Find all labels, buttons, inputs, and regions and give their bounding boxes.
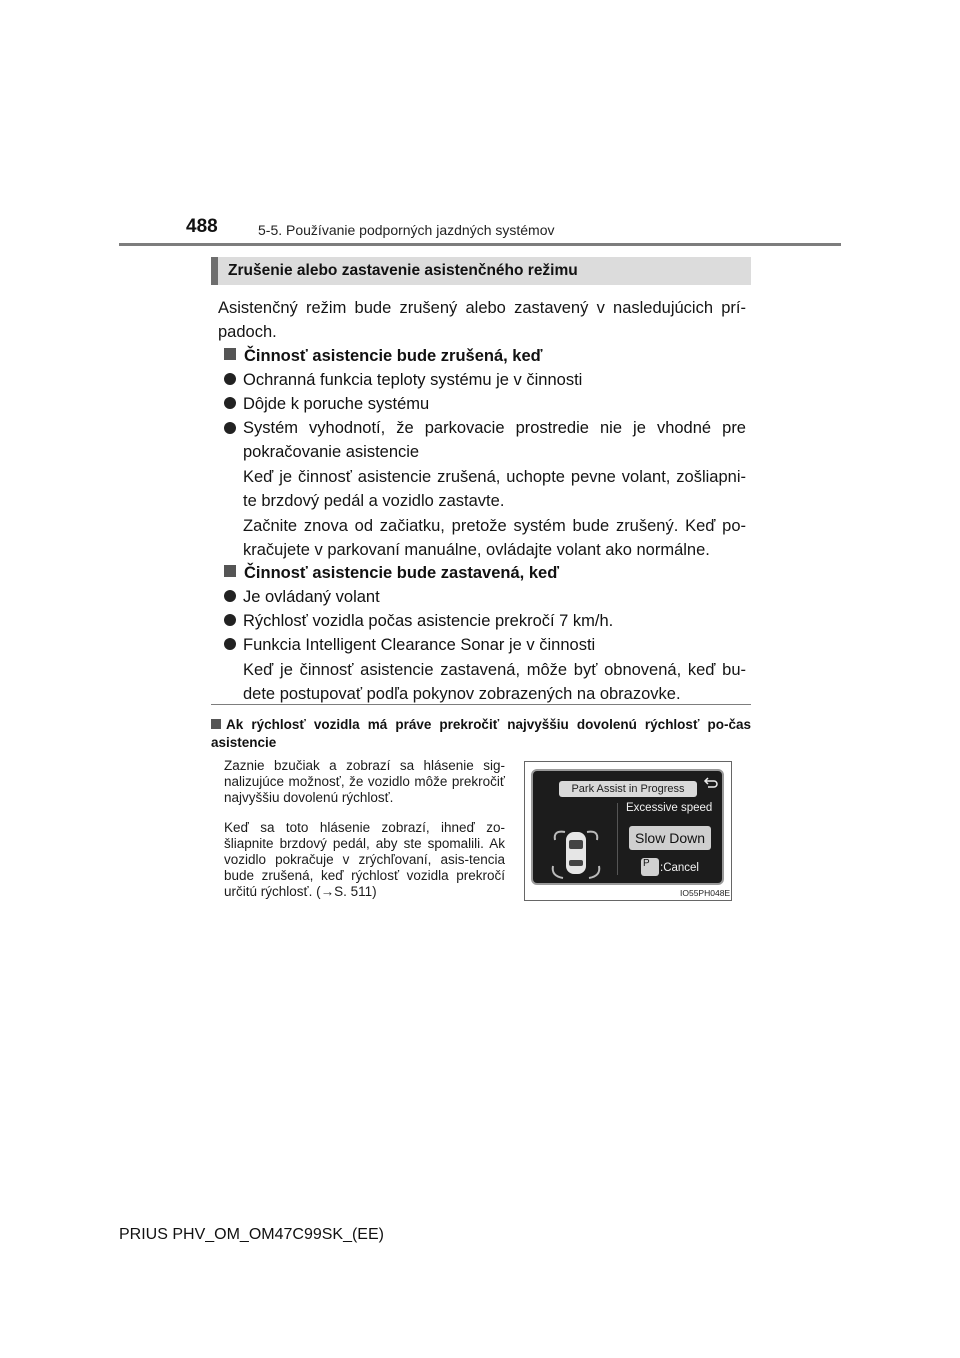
- header-rule: [119, 243, 841, 246]
- slow-down-button[interactable]: Slow Down: [629, 826, 711, 850]
- screen-message: Excessive speed: [626, 802, 713, 814]
- square-bullet-icon: [224, 348, 236, 360]
- list-item: [224, 633, 746, 657]
- chapter-title: 5-5. Používanie podporných jazdných systémov: [258, 222, 555, 238]
- group-heading-cancel: [224, 344, 543, 368]
- list-item: [224, 416, 746, 464]
- paragraph: Keď je činnosť asistencie zrušená, uchopte pevne volant, zošliapni-te brzdový pedál a vozidlo zastavte.: [243, 468, 746, 510]
- intro-paragraph: Asistenčný režim bude zrušený alebo zastavený v nasledujúcich prí-padoch.: [218, 299, 746, 341]
- group-heading-text: Činnosť asistencie bude zastavená, keď: [244, 564, 560, 582]
- square-bullet-icon: [224, 565, 236, 577]
- screen-divider: [617, 803, 618, 875]
- note-heading: [211, 716, 751, 752]
- list-item: [224, 392, 746, 416]
- list-item: [224, 585, 746, 609]
- section-title: Zrušenie alebo zastavenie asistenčného režimu: [211, 257, 751, 285]
- bullet-dot-icon: [224, 590, 236, 602]
- list-item-text: Dôjde k poruche systému: [243, 395, 430, 413]
- cancel-label: :Cancel: [660, 862, 699, 874]
- note-heading-text: Ak rýchlosť vozidla má práve prekročiť najvyššiu dovolenú rýchlosť po-čas asistencie: [211, 717, 751, 750]
- paragraph: Keď je činnosť asistencie zastavená, môže byť obnovená, keď bu-dete postupovať podľa pokynov zobrazených na obrazovke.: [243, 661, 746, 703]
- footer-model: PRIUS PHV_OM_OM47C99SK_(EE): [119, 1226, 384, 1243]
- paragraph: Začnite znova od začiatku, pretože systém bude zrušený. Keď po-kračujete v parkovaní manuálne, ovládajte volant ako normálne.: [243, 517, 746, 559]
- bullet-dot-icon: [224, 397, 236, 409]
- p-label: P: [643, 858, 650, 869]
- square-bullet-icon: [211, 719, 221, 729]
- park-assist-switch-icon: [641, 858, 659, 876]
- note-paragraph: Keď sa toto hlásenie zobrazí, ihneď zo-šliapnite brzdový pedál, aby ste spomalili. Ak vozidlo pokračuje v zrýchľovaní, asis-tencia bude zrušená, keď rýchlosť vozidla prekročí určitú rýchlosť. (→S. 511): [224, 820, 505, 899]
- note-paragraph: Zaznie bzučiak a zobrazí sa hlásenie sig-nalizujúce možnosť, že vozidlo môže prekročiť najvyššiu dovolenú rýchlosť.: [224, 758, 505, 805]
- figure-code: IO55PH048E: [680, 888, 731, 898]
- car-top-view-icon: [547, 826, 605, 880]
- list-item-text: Systém vyhodnotí, že parkovacie prostredie nie je vhodné pre pokračovanie asistencie: [243, 419, 746, 461]
- list-item-text: Rýchlosť vozidla počas asistencie prekročí 7 km/h.: [243, 612, 614, 630]
- bullet-dot-icon: [224, 638, 236, 650]
- list-item: [224, 368, 746, 392]
- bullet-dot-icon: [224, 373, 236, 385]
- note-rule: [211, 704, 751, 705]
- bullet-dot-icon: [224, 614, 236, 626]
- group-heading-stop: [224, 561, 559, 585]
- back-arrow-icon: [703, 777, 719, 793]
- page-number: 488: [186, 216, 218, 237]
- bullet-dot-icon: [224, 422, 236, 434]
- list-item-text: Je ovládaný volant: [243, 588, 380, 606]
- list-item: [224, 609, 746, 633]
- list-item-text: Ochranná funkcia teploty systému je v činnosti: [243, 371, 583, 389]
- list-item-text: Funkcia Intelligent Clearance Sonar je v činnosti: [243, 636, 596, 654]
- group-heading-text: Činnosť asistencie bude zrušená, keď: [244, 347, 543, 365]
- screen-title: Park Assist in Progress: [559, 781, 697, 797]
